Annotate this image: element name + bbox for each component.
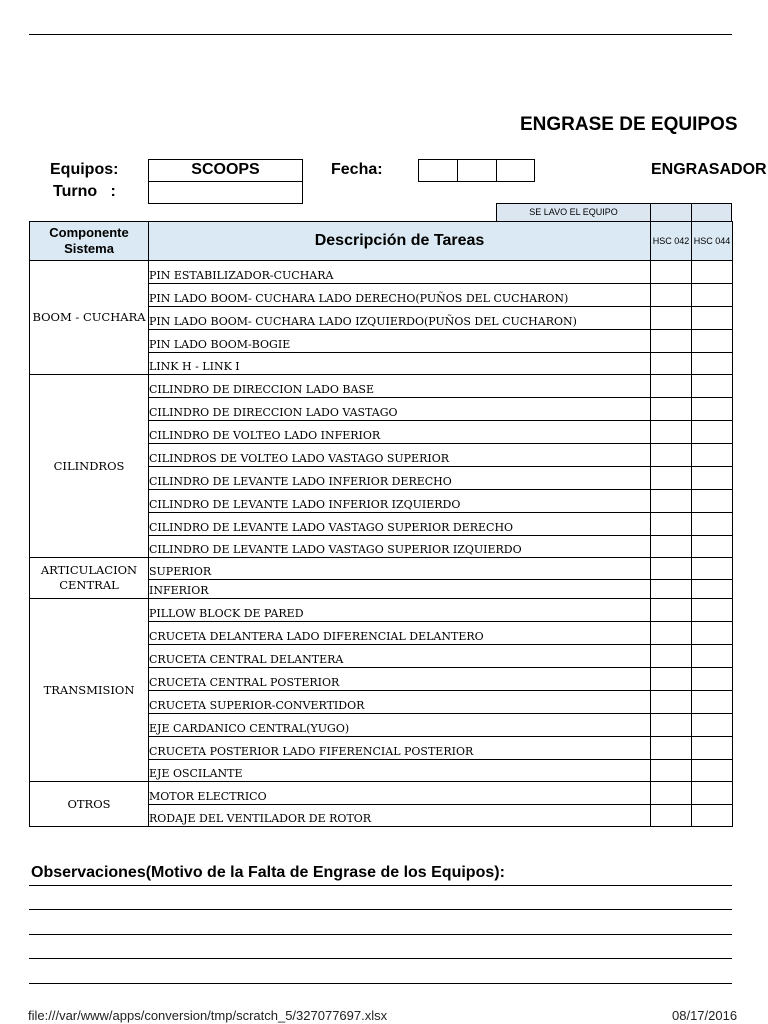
observaciones-line-4[interactable]: [29, 958, 732, 959]
header-componente: Componente Sistema: [30, 222, 149, 261]
table-row: [30, 261, 733, 284]
check-cell-hsc-042[interactable]: [651, 558, 692, 580]
check-cell-hsc-042[interactable]: [651, 490, 692, 513]
task-description: CILINDRO DE LEVANTE LADO INFERIOR IZQUIERDO: [149, 490, 651, 513]
tasks-table: [29, 221, 733, 827]
check-cell-hsc-044[interactable]: [692, 490, 733, 513]
header-descripcion: Descripción de Tareas: [149, 222, 651, 261]
check-cell-hsc-042[interactable]: [651, 782, 692, 805]
check-cell-hsc-044[interactable]: [692, 714, 733, 737]
check-cell-hsc-042[interactable]: [651, 760, 692, 782]
check-cell-hsc-042[interactable]: [651, 536, 692, 558]
header-hsc-044: HSC 044: [692, 222, 733, 261]
fecha-year-field[interactable]: [496, 159, 535, 182]
task-description: CRUCETA SUPERIOR-CONVERTIDOR: [149, 691, 651, 714]
check-cell-hsc-044[interactable]: [692, 782, 733, 805]
table-row: [30, 599, 733, 622]
engrasador-label: ENGRASADOR: [651, 161, 767, 178]
fecha-label: Fecha:: [331, 161, 383, 178]
check-cell-hsc-042[interactable]: [651, 330, 692, 353]
component-group: BOOM - CUCHARA: [30, 261, 149, 375]
task-description: CRUCETA CENTRAL POSTERIOR: [149, 668, 651, 691]
footer-date: 08/17/2016: [672, 1008, 738, 1023]
check-cell-hsc-044[interactable]: [692, 599, 733, 622]
check-cell-hsc-042[interactable]: [651, 261, 692, 284]
equipos-label: Equipos:: [50, 161, 119, 178]
component-group: OTROS: [30, 782, 149, 827]
check-cell-hsc-044[interactable]: [692, 536, 733, 558]
task-description: CILINDRO DE LEVANTE LADO VASTAGO SUPERIOR DERECHO: [149, 513, 651, 536]
check-cell-hsc-042[interactable]: [651, 599, 692, 622]
check-cell-hsc-042[interactable]: [651, 444, 692, 467]
check-cell-hsc-044[interactable]: [692, 760, 733, 782]
task-description: CILINDRO DE DIRECCION LADO BASE: [149, 375, 651, 398]
fecha-day-field[interactable]: [418, 159, 458, 182]
check-cell-hsc-044[interactable]: [692, 622, 733, 645]
check-cell-hsc-042[interactable]: [651, 622, 692, 645]
top-rule: [29, 34, 732, 35]
task-description: RODAJE DEL VENTILADOR DE ROTOR: [149, 805, 651, 827]
task-description: CRUCETA CENTRAL DELANTERA: [149, 645, 651, 668]
check-cell-hsc-044[interactable]: [692, 691, 733, 714]
check-cell-hsc-044[interactable]: [692, 580, 733, 599]
se-lavo-label: SE LAVO EL EQUIPO: [496, 203, 651, 222]
check-cell-hsc-044[interactable]: [692, 558, 733, 580]
task-description: CILINDRO DE VOLTEO LADO INFERIOR: [149, 421, 651, 444]
equipos-field[interactable]: SCOOPS: [148, 159, 303, 182]
task-description: PIN LADO BOOM- CUCHARA LADO IZQUIERDO(PUÑOS DEL CUCHARON): [149, 307, 651, 330]
check-cell-hsc-042[interactable]: [651, 467, 692, 490]
check-cell-hsc-044[interactable]: [692, 805, 733, 827]
task-description: SUPERIOR: [149, 558, 651, 580]
turno-field[interactable]: [148, 181, 303, 204]
check-cell-hsc-042[interactable]: [651, 307, 692, 330]
check-cell-hsc-044[interactable]: [692, 284, 733, 307]
task-description: PILLOW BLOCK DE PARED: [149, 599, 651, 622]
task-description: MOTOR ELECTRICO: [149, 782, 651, 805]
check-cell-hsc-042[interactable]: [651, 645, 692, 668]
check-cell-hsc-044[interactable]: [692, 467, 733, 490]
tasks-body: [30, 261, 733, 827]
se-lavo-check-2[interactable]: [691, 203, 732, 222]
check-cell-hsc-042[interactable]: [651, 668, 692, 691]
check-cell-hsc-044[interactable]: [692, 645, 733, 668]
header-hsc-042: HSC 042: [651, 222, 692, 261]
task-description: CILINDRO DE DIRECCION LADO VASTAGO: [149, 398, 651, 421]
task-description: CILINDRO DE LEVANTE LADO INFERIOR DERECHO: [149, 467, 651, 490]
turno-label: Turno :: [53, 183, 116, 200]
observaciones-line-3[interactable]: [29, 934, 732, 935]
task-description: INFERIOR: [149, 580, 651, 599]
task-description: EJE OSCILANTE: [149, 760, 651, 782]
check-cell-hsc-044[interactable]: [692, 330, 733, 353]
check-cell-hsc-044[interactable]: [692, 737, 733, 760]
task-description: CILINDROS DE VOLTEO LADO VASTAGO SUPERIOR: [149, 444, 651, 467]
check-cell-hsc-042[interactable]: [651, 714, 692, 737]
task-description: PIN LADO BOOM-BOGIE: [149, 330, 651, 353]
observaciones-line-1[interactable]: [29, 885, 732, 886]
check-cell-hsc-042[interactable]: [651, 284, 692, 307]
check-cell-hsc-044[interactable]: [692, 375, 733, 398]
check-cell-hsc-044[interactable]: [692, 421, 733, 444]
check-cell-hsc-044[interactable]: [692, 398, 733, 421]
table-row: [30, 782, 733, 805]
check-cell-hsc-042[interactable]: [651, 513, 692, 536]
observaciones-label: Observaciones(Motivo de la Falta de Engrase de los Equipos):: [31, 864, 505, 881]
check-cell-hsc-042[interactable]: [651, 375, 692, 398]
task-description: CRUCETA POSTERIOR LADO FIFERENCIAL POSTERIOR: [149, 737, 651, 760]
page-title: ENGRASE DE EQUIPOS: [520, 114, 738, 135]
component-group: TRANSMISION: [30, 599, 149, 782]
component-group: CILINDROS: [30, 375, 149, 558]
check-cell-hsc-042[interactable]: [651, 805, 692, 827]
check-cell-hsc-044[interactable]: [692, 513, 733, 536]
component-group: ARTICULACION CENTRAL: [30, 558, 149, 599]
table-row: [30, 375, 733, 398]
task-description: LINK H - LINK I: [149, 353, 651, 375]
fecha-month-field[interactable]: [457, 159, 497, 182]
table-row: [30, 558, 733, 580]
check-cell-hsc-042[interactable]: [651, 737, 692, 760]
task-description: PIN ESTABILIZADOR-CUCHARA: [149, 261, 651, 284]
check-cell-hsc-042[interactable]: [651, 580, 692, 599]
task-description: CILINDRO DE LEVANTE LADO VASTAGO SUPERIOR IZQUIERDO: [149, 536, 651, 558]
task-description: EJE CARDANICO CENTRAL(YUGO): [149, 714, 651, 737]
se-lavo-check-1[interactable]: [650, 203, 692, 222]
task-description: CRUCETA DELANTERA LADO DIFERENCIAL DELANTERO: [149, 622, 651, 645]
check-cell-hsc-042[interactable]: [651, 691, 692, 714]
observaciones-line-2[interactable]: [29, 909, 732, 910]
check-cell-hsc-044[interactable]: [692, 307, 733, 330]
observaciones-line-5[interactable]: [29, 983, 732, 984]
footer-path: file:///var/www/apps/conversion/tmp/scratch_5/327077697.xlsx: [28, 1008, 388, 1023]
check-cell-hsc-044[interactable]: [692, 353, 733, 375]
check-cell-hsc-044[interactable]: [692, 261, 733, 284]
check-cell-hsc-044[interactable]: [692, 444, 733, 467]
check-cell-hsc-042[interactable]: [651, 353, 692, 375]
check-cell-hsc-042[interactable]: [651, 398, 692, 421]
check-cell-hsc-044[interactable]: [692, 668, 733, 691]
check-cell-hsc-042[interactable]: [651, 421, 692, 444]
task-description: PIN LADO BOOM- CUCHARA LADO DERECHO(PUÑOS DEL CUCHARON): [149, 284, 651, 307]
